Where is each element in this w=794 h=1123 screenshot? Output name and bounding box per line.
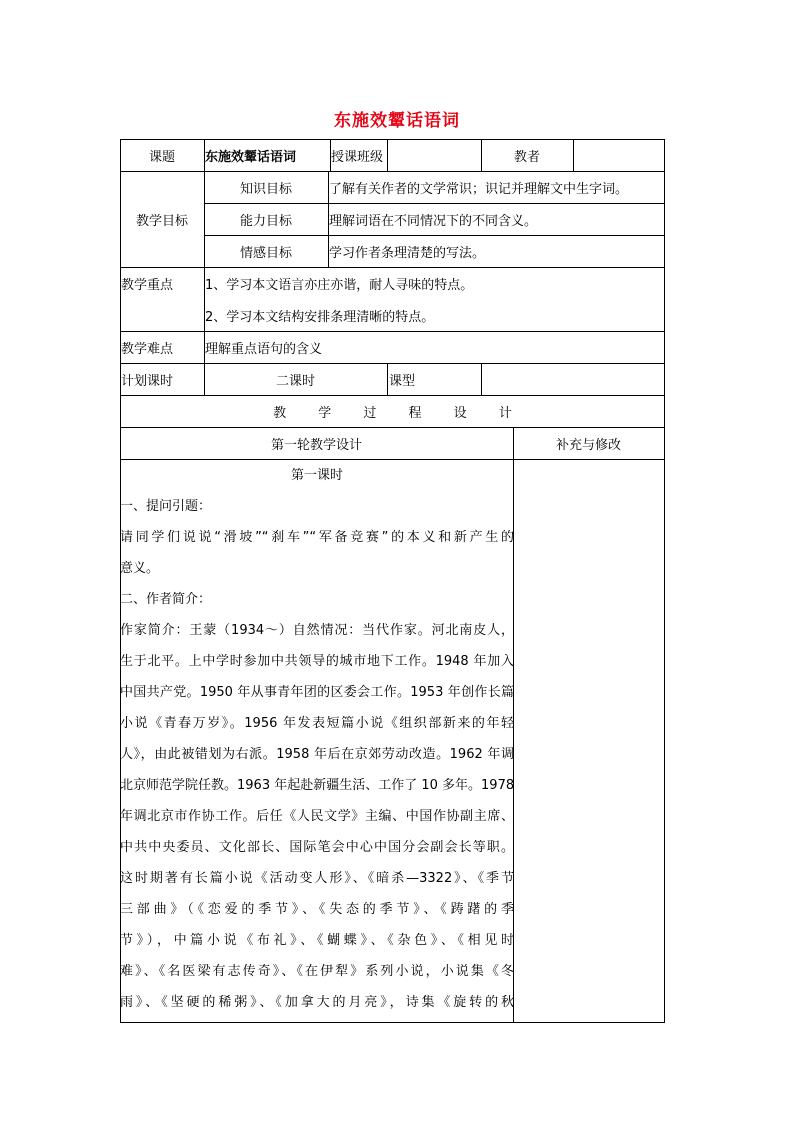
class-value <box>388 139 481 171</box>
design-line: 作家简介：王蒙（1934～）自然情况：当代作家。河北南皮人， <box>120 623 514 638</box>
topic-value: 东施效颦话语词 <box>205 149 297 165</box>
design-body <box>120 460 514 1022</box>
goal-type-ability: 能力目标 <box>239 213 292 229</box>
topic-label: 课题 <box>148 149 175 165</box>
teacher-label: 教者 <box>513 149 540 165</box>
schedule-value: 二课时 <box>275 373 315 389</box>
goal-text-knowledge: 了解有关作者的文学常识；识记并理解文中生字词。 <box>329 181 629 197</box>
design-line: 三部曲》（《恋爱的季节》、《失态的季节》、《踌躇的季 <box>120 902 514 917</box>
design-line: 年调北京市作协工作。后任《人民文学》主编、中国作协副主席、 <box>120 809 514 824</box>
notes-column-header: 补充与修改 <box>555 437 621 453</box>
teacher-value <box>574 139 664 171</box>
lesson-type-value <box>482 363 664 395</box>
goal-text-ability: 理解词语在不同情况下的不同含义。 <box>329 213 538 229</box>
goal-type-emotion: 情感目标 <box>239 245 292 261</box>
goal-text-emotion: 学习作者条理清楚的写法。 <box>329 245 486 261</box>
difficulty-label: 教学难点 <box>121 341 174 357</box>
process-title: 教 学 过 程 设 计 <box>273 405 512 421</box>
lesson-heading: 第一课时 <box>290 468 343 483</box>
key-points-label: 教学重点 <box>121 277 174 293</box>
design-line: 这时期著有长篇小说《活动变人形》、《暗杀—3322》、《季节 <box>120 871 514 886</box>
design-line: 二、作者简介： <box>120 592 212 607</box>
lesson-type-label: 课型 <box>389 373 416 389</box>
design-line: 一、提问引题： <box>120 499 212 514</box>
design-line: 中国共产党。1950 年从事青年团的区委会工作。1953 年创作长篇 <box>120 685 514 700</box>
design-line: 意义。 <box>120 561 160 576</box>
key-point-1: 1、学习本文语言亦庄亦谐，耐人寻味的特点。 <box>205 277 474 293</box>
key-point-2: 2、学习本文结构安排条理清晰的特点。 <box>205 309 435 325</box>
design-line: 雨》、《坚硬的稀粥》、《加拿大的月亮》，诗集《旋转的秋 <box>120 995 514 1010</box>
design-column-header: 第一轮教学设计 <box>270 437 362 453</box>
design-line: 请同学们说说“滑坡”“刹车”“军备竞赛”的本义和新产生的 <box>120 530 514 545</box>
goal-type-knowledge: 知识目标 <box>239 181 292 197</box>
difficulty-text: 理解重点语句的含义 <box>205 341 323 357</box>
design-line: 小说《青春万岁》。1956 年发表短篇小说《组织部新来的年轻 <box>120 716 514 731</box>
goals-label: 教学目标 <box>135 213 188 229</box>
design-line: 人》，由此被错划为右派。1958 年后在京郊劳动改造。1962 年调 <box>120 747 514 762</box>
design-line: 节》），中篇小说《布礼》、《蝴蝶》、《杂色》、《相见时 <box>120 933 514 948</box>
design-line: 生于北平。上中学时参加中共领导的城市地下工作。1948 年加入 <box>120 654 514 669</box>
design-line: 难》、《名医梁有志传奇》、《在伊犁》系列小说，小说集《冬 <box>120 964 514 979</box>
class-label: 授课班级 <box>331 149 384 165</box>
design-line: 中共中央委员、文化部长、国际笔会中心中国分会副会长等职。 <box>120 840 514 855</box>
design-line: 北京师范学院任教。1963 年起赴新疆生活、工作了 10 多年。1978 <box>120 778 514 793</box>
schedule-label: 计划课时 <box>121 373 174 389</box>
document-title: 东施效颦话语词 <box>334 111 460 131</box>
